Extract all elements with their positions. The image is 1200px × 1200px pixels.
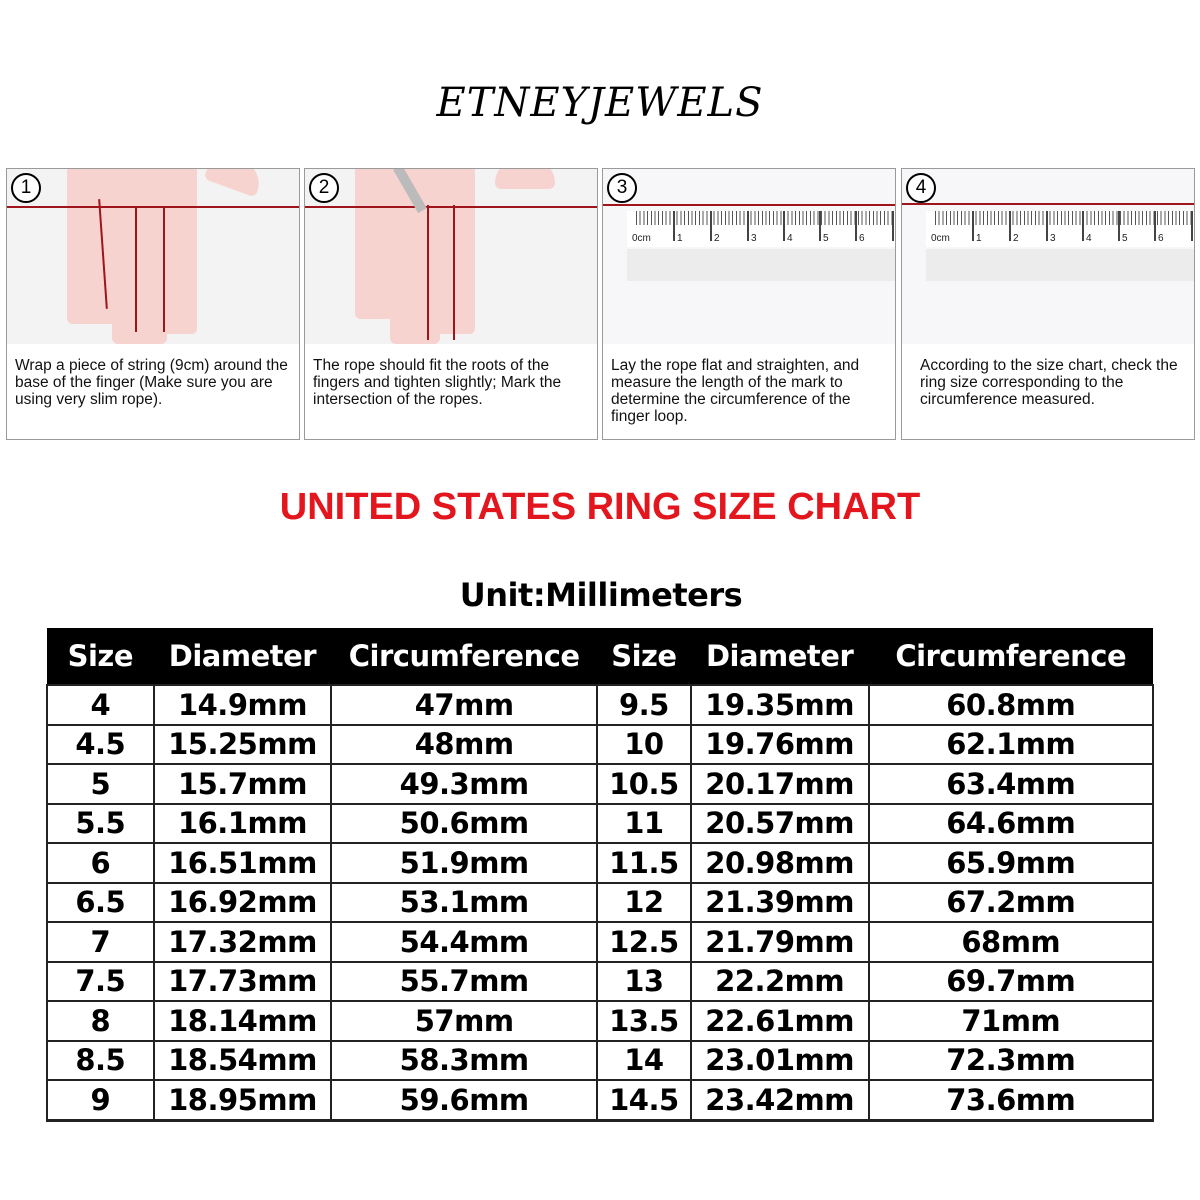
cell-diameter: 14.9mm	[154, 685, 332, 725]
cell-size: 10	[597, 725, 691, 765]
table-row	[47, 883, 1153, 923]
step-2-panel	[304, 168, 598, 440]
step-instruction: Lay the rope flat and straighten, and measure the length of the mark to determine the circumference of the finger loop.	[611, 357, 860, 425]
cell-diameter: 21.79mm	[691, 922, 869, 962]
cell-circumference: 50.6mm	[331, 804, 597, 844]
cell-size: 5	[47, 764, 154, 804]
cell-diameter: 15.7mm	[154, 764, 332, 804]
cell-size: 7	[47, 922, 154, 962]
step-number-badge: 2	[309, 173, 339, 203]
cell-size: 6	[47, 843, 154, 883]
table-row	[47, 843, 1153, 883]
cell-circumference: 62.1mm	[869, 725, 1154, 765]
cell-size: 13.5	[597, 1001, 691, 1041]
step-instruction: Wrap a piece of string (9cm) around the base of the finger (Make sure you are using very slim rope).	[15, 357, 288, 408]
cell-circumference: 58.3mm	[331, 1041, 597, 1081]
cell-size: 7.5	[47, 962, 154, 1002]
table-row	[47, 725, 1153, 765]
hand-photo-step-2	[305, 169, 597, 344]
cell-diameter: 18.95mm	[154, 1080, 332, 1120]
step-number-badge: 3	[607, 173, 637, 203]
cell-diameter: 16.92mm	[154, 883, 332, 923]
cell-circumference: 64.6mm	[869, 804, 1154, 844]
rope-line	[305, 206, 597, 208]
measuring-steps	[6, 168, 1196, 440]
cell-diameter: 16.51mm	[154, 843, 332, 883]
cell-circumference: 54.4mm	[331, 922, 597, 962]
table-row	[47, 804, 1153, 844]
table-row	[47, 962, 1153, 1002]
cell-circumference: 57mm	[331, 1001, 597, 1041]
cell-circumference: 60.8mm	[869, 685, 1154, 725]
cell-circumference: 69.7mm	[869, 962, 1154, 1002]
chart-title: UNITED STATES RING SIZE CHART	[279, 486, 921, 528]
cell-diameter: 22.61mm	[691, 1001, 869, 1041]
cell-circumference: 68mm	[869, 922, 1154, 962]
header-diameter: Diameter	[691, 628, 869, 685]
step-3-panel	[602, 168, 896, 440]
hand-photo-step-1	[7, 169, 299, 344]
cell-circumference: 49.3mm	[331, 764, 597, 804]
cell-circumference: 63.4mm	[869, 764, 1154, 804]
step-1-panel	[6, 168, 300, 440]
cell-circumference: 48mm	[331, 725, 597, 765]
unit-label: Unit:Millimeters	[459, 576, 743, 614]
cell-size: 11.5	[597, 843, 691, 883]
step-number-badge: 4	[906, 173, 936, 203]
cell-diameter: 18.54mm	[154, 1041, 332, 1081]
rope-line	[603, 204, 895, 206]
cell-circumference: 55.7mm	[331, 962, 597, 1002]
cell-size: 14.5	[597, 1080, 691, 1120]
cell-size: 14	[597, 1041, 691, 1081]
table-row	[47, 1080, 1153, 1120]
cell-diameter: 23.42mm	[691, 1080, 869, 1120]
ruler: 0cm 1 2 3 4 5 6	[926, 211, 1194, 247]
table-row	[47, 1041, 1153, 1081]
cell-diameter: 23.01mm	[691, 1041, 869, 1081]
cell-size: 6.5	[47, 883, 154, 923]
cell-circumference: 65.9mm	[869, 843, 1154, 883]
brand-title: ETNEYJEWELS	[436, 80, 764, 126]
cell-size: 5.5	[47, 804, 154, 844]
cell-size: 9	[47, 1080, 154, 1120]
header-circumference: Circumference	[869, 628, 1154, 685]
header-size: Size	[47, 628, 154, 685]
cell-circumference: 59.6mm	[331, 1080, 597, 1120]
table-header-row	[47, 628, 1153, 685]
cell-diameter: 19.35mm	[691, 685, 869, 725]
cell-size: 4.5	[47, 725, 154, 765]
table-row	[47, 1001, 1153, 1041]
cell-circumference: 51.9mm	[331, 843, 597, 883]
cell-diameter: 20.17mm	[691, 764, 869, 804]
cell-diameter: 17.32mm	[154, 922, 332, 962]
cell-size: 8	[47, 1001, 154, 1041]
cell-diameter: 17.73mm	[154, 962, 332, 1002]
ruler-photo-step-3	[603, 169, 895, 344]
step-instruction: According to the size chart, check the ring size corresponding to the circumference measured.	[920, 357, 1178, 408]
cell-diameter: 22.2mm	[691, 962, 869, 1002]
cell-diameter: 19.76mm	[691, 725, 869, 765]
cell-size: 12	[597, 883, 691, 923]
cell-size: 9.5	[597, 685, 691, 725]
cell-diameter: 18.14mm	[154, 1001, 332, 1041]
cell-size: 11	[597, 804, 691, 844]
cell-circumference: 53.1mm	[331, 883, 597, 923]
cell-size: 12.5	[597, 922, 691, 962]
header-diameter: Diameter	[154, 628, 332, 685]
header-circumference: Circumference	[331, 628, 597, 685]
cell-circumference: 71mm	[869, 1001, 1154, 1041]
cell-size: 4	[47, 685, 154, 725]
cell-size: 13	[597, 962, 691, 1002]
table-row	[47, 764, 1153, 804]
rope-line	[902, 203, 1194, 205]
cell-diameter: 21.39mm	[691, 883, 869, 923]
cell-circumference: 67.2mm	[869, 883, 1154, 923]
ring-size-table	[46, 628, 1154, 1122]
step-number-badge: 1	[11, 173, 41, 203]
cell-circumference: 73.6mm	[869, 1080, 1154, 1120]
step-4-panel	[901, 168, 1195, 440]
cell-diameter: 16.1mm	[154, 804, 332, 844]
cell-diameter: 20.57mm	[691, 804, 869, 844]
cell-circumference: 72.3mm	[869, 1041, 1154, 1081]
cell-size: 10.5	[597, 764, 691, 804]
ruler: 0cm 1 2 3 4 5 6	[627, 211, 895, 247]
table-row	[47, 922, 1153, 962]
cell-diameter: 20.98mm	[691, 843, 869, 883]
table-row	[47, 685, 1153, 725]
rope-line	[7, 206, 299, 208]
step-instruction: The rope should fit the roots of the fingers and tighten slightly; Mark the intersection of the ropes.	[313, 357, 562, 408]
header-size: Size	[597, 628, 691, 685]
cell-size: 8.5	[47, 1041, 154, 1081]
cell-diameter: 15.25mm	[154, 725, 332, 765]
cell-circumference: 47mm	[331, 685, 597, 725]
ruler-photo-step-4	[902, 169, 1194, 344]
